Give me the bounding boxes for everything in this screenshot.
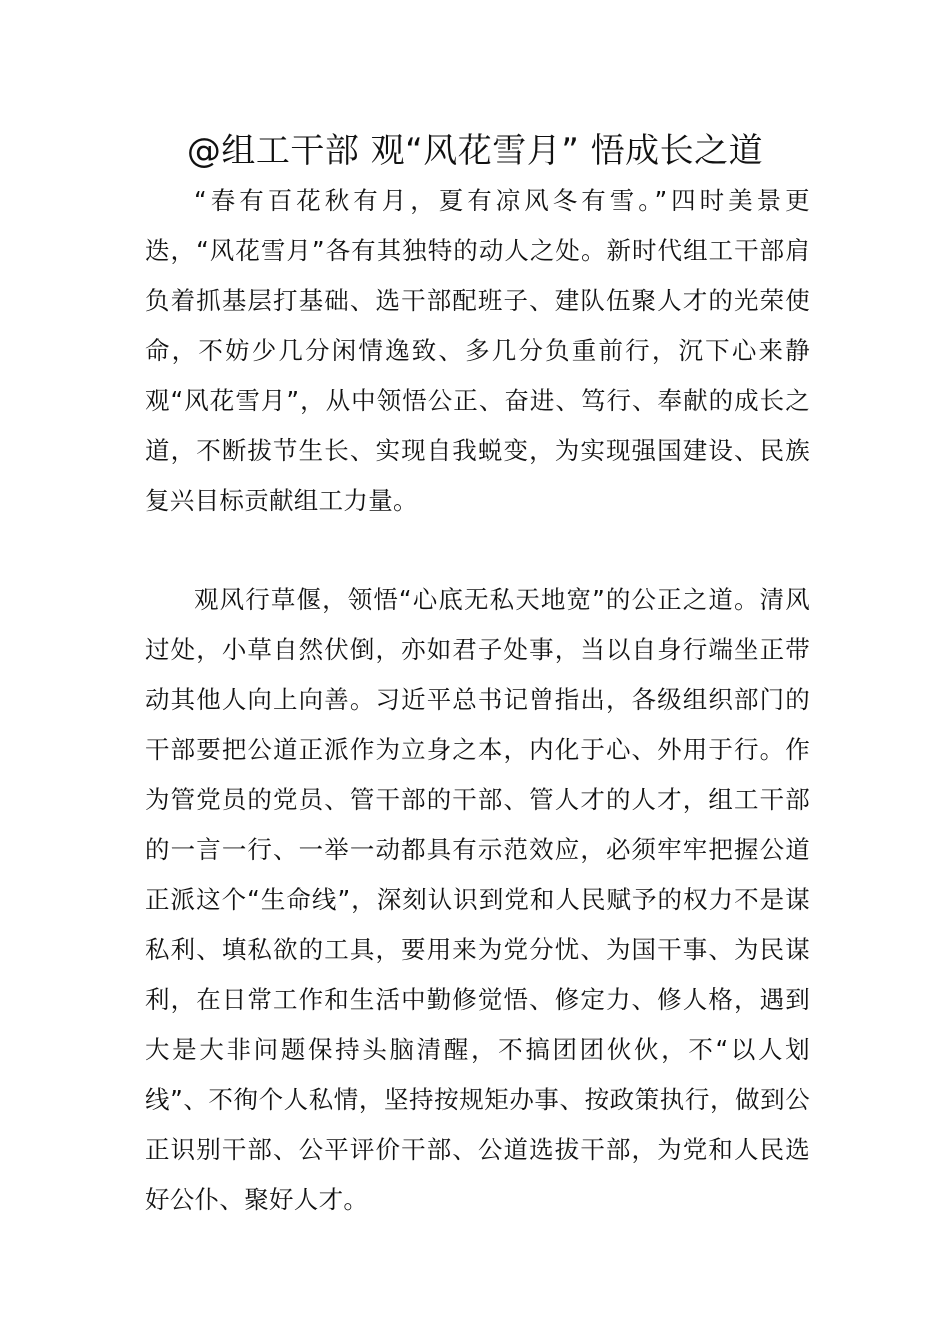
document-title: @组工干部 观“风花雪月” 悟成长之道 [186, 131, 764, 171]
paragraph-intro: “春有百花秋有月，夏有凉风冬有雪。”四时美景更迭，“风花雪月”各有其独特的动人之处。新时代组工干部肩负着抓基层打基础、选干部配班子、建队伍聚人才的光荣使命，不妨少几分闲情逸致、多几分负重前行，沉下心来静观“风花雪月”，从中领悟公正、奋进、笃行、奉献的成长之道，不断拔节生长、实现自我蜕变，为实现强国建设、民族复兴目标贡献组工力量。 [145, 186, 810, 515]
paragraph-wind: 观风行草偃，领悟“心底无私天地宽”的公正之道。清风过处，小草自然伏倒，亦如君子处事，当以自身行端坐正带动其他人向上向善。习近平总书记曾指出，各级组织部门的干部要把公道正派作为立身之本，内化于心、外用于行。作为管党员的党员、管干部的干部、管人才的人才，组工干部的一言一行、一举一动都具有示范效应，必须牢牢把握公道正派这个“生命线”，深刻认识到党和人民赋予的权力不是谋私利、填私欲的工具，要用来为党分忧、为国干事、为民谋利，在日常工作和生活中勤修觉悟、修定力、修人格，遇到大是大非问题保持头脑清醒，不搞团团伙伙，不“以人划线”、不徇个人私情，坚持按规矩办事、按政策执行，做到公正识别干部、公平评价干部、公道选拔干部，为党和人民选好公仆、聚好人才。 [145, 585, 810, 1214]
